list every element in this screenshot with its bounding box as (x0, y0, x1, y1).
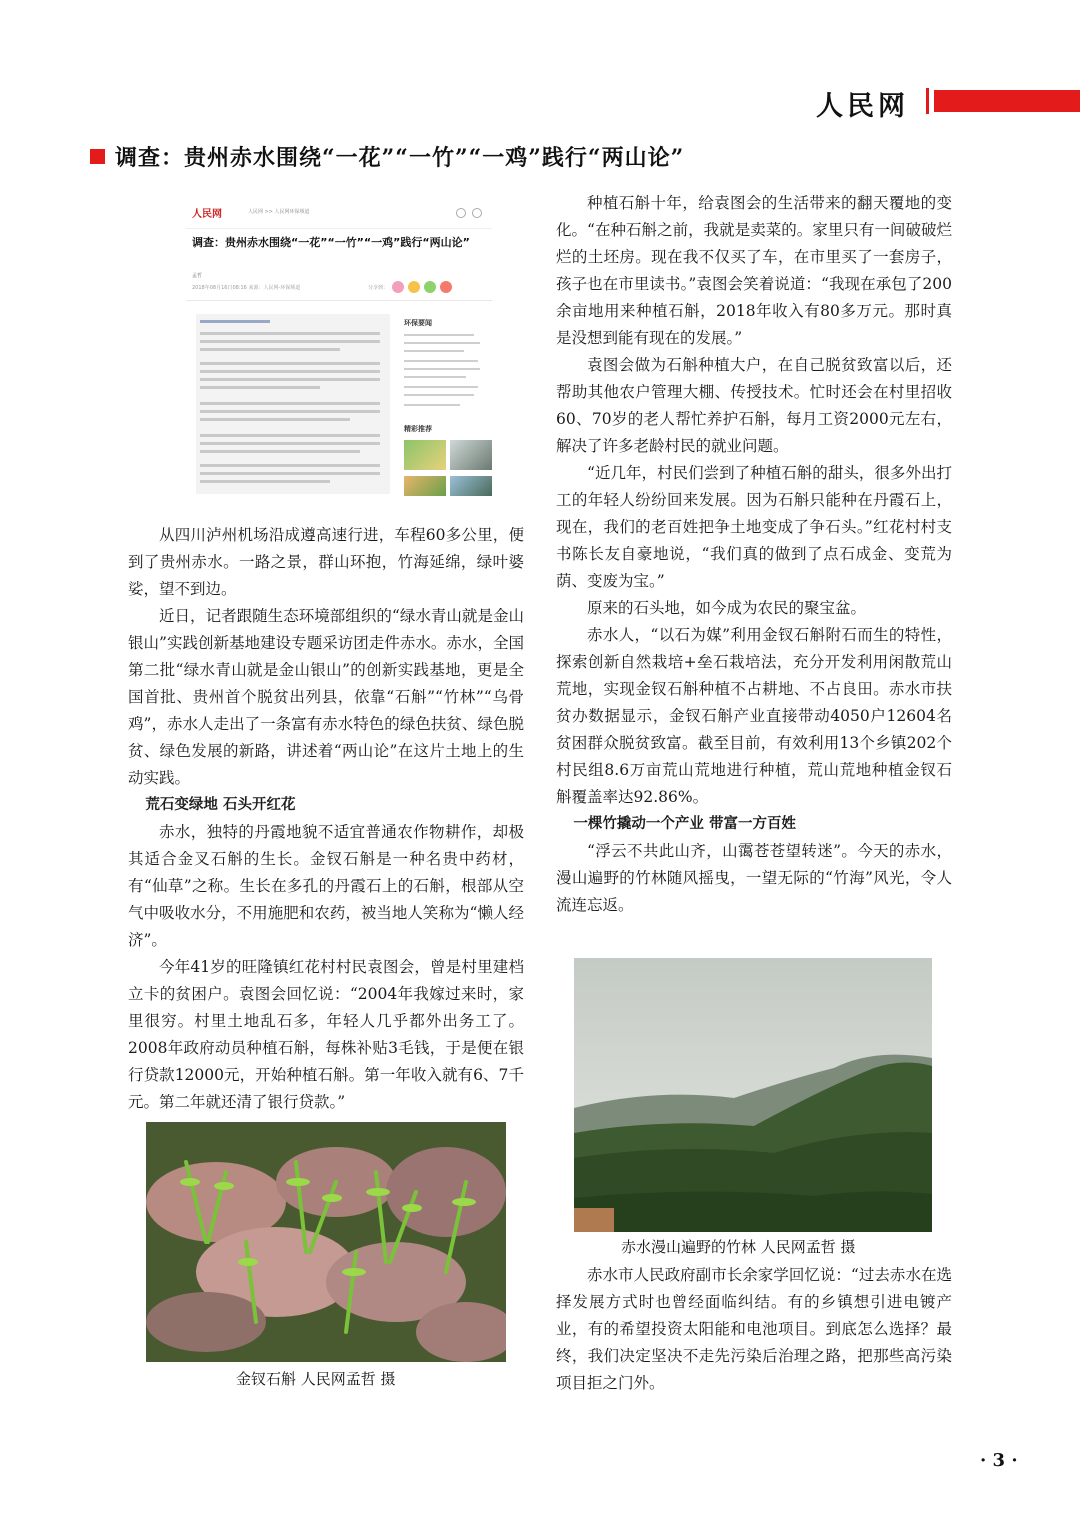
screenshot-sidebar-title: 环保要闻 (404, 319, 432, 327)
share-icon (408, 281, 420, 293)
photo-caption: 赤水漫山遍野的竹林 人民网孟哲 摄 (621, 1238, 856, 1256)
screenshot-thumbnail (450, 440, 492, 470)
screenshot-text-line (200, 442, 380, 445)
paragraph: 袁图会做为石斛种植大户，在自己脱贫致富以后，还帮助其他农户管理大棚、传授技术。忙时还会在村里招收60、70岁的老人帮忙养护石斛，每月工资2000元左右，解决了许多老龄村民的就业问题。 (556, 356, 952, 455)
screenshot-text-line (200, 332, 380, 335)
screenshot-text-line (200, 320, 270, 323)
screenshot-sidebar-line (404, 334, 474, 336)
paragraph: 赤水人，“以石为媒”利用金钗石斛附石而生的特性，探索创新自然栽培+垒石栽培法，充分开发利用闲散荒山荒地，实现金钗石斛种植不占耕地、不占良田。赤水市扶贫办数据显示，金钗石斛产业直接带动4050户12604名贫困群众脱贫致富。截至目前，有效利用13个乡镇202个村民组8.6万亩荒山荒地进行种植，荒山荒地种植金钗石斛覆盖率达92.86%。 (556, 626, 952, 806)
screenshot-text-line (200, 464, 380, 467)
screenshot-divider (186, 300, 492, 301)
subheading: 荒石变绿地 石头开红花 (145, 797, 296, 813)
masthead-accent-bar (934, 90, 1080, 112)
screenshot-sidebar-line (404, 394, 474, 396)
photo-dendrobium (146, 1122, 506, 1362)
screenshot-sidebar-line (404, 342, 480, 344)
screenshot-text-line (200, 410, 380, 413)
paragraph: 赤水，独特的丹霞地貌不适宜普通农作物耕作，却极其适合金叉石斛的生长。金钗石斛是一种名贵中药材，有“仙草”之称。生长在多孔的丹霞石上的石斛，根部从空气中吸收水分，不用施肥和农药，被当地人笑称为“懒人经济”。 (128, 823, 524, 949)
photo-bamboo-forest (574, 958, 932, 1232)
screenshot-text-line (200, 450, 360, 453)
screenshot-text-line (200, 402, 380, 405)
page-title: 调查：贵州赤水围绕“一花”“一竹”“一鸡”践行“两山论” (115, 144, 685, 171)
user-icon (472, 208, 482, 218)
search-icon (456, 208, 466, 218)
screenshot-thumbnail (404, 476, 446, 496)
right-column-continued (556, 1262, 952, 1397)
screenshot-sidebar-line (404, 350, 464, 352)
screenshot-sidebar-line (404, 404, 460, 406)
photo-caption: 金钗石斛 人民网孟哲 摄 (236, 1370, 396, 1388)
screenshot-text-line (200, 386, 320, 389)
screenshot-sidebar-line (404, 368, 480, 370)
share-icon (392, 281, 404, 293)
screenshot-title: 调查：贵州赤水围绕“一花”“一竹”“一鸡”践行“两山论” (192, 236, 470, 249)
page-number: · 3 · (980, 1450, 1018, 1471)
share-icon (424, 281, 436, 293)
masthead-brand: 人民网 (816, 90, 909, 122)
paragraph: 原来的石头地，如今成为农民的聚宝盆。 (587, 599, 867, 617)
screenshot-meta: 2018年08月16日08:16 来源：人民网-环保频道 (192, 285, 301, 291)
paragraph: 今年41岁的旺隆镇红花村村民袁图会，曾是村里建档立卡的贫困户。袁图会回忆说：“2004年我嫁过来时，家里很穷。村里土地乱石多，年轻人几乎都外出务工了。2008年政府动员种植石斛，每株补贴3毛钱，于是便在银行贷款12000元，开始种植石斛。第一年收入就有6、7千元。第二年就还清了银行贷款。” (128, 958, 524, 1111)
screenshot-text-line (200, 340, 380, 343)
screenshot-text-line (200, 480, 330, 483)
headline-marker (90, 149, 105, 164)
screenshot-breadcrumb: 人民网 >> 人民网环保频道 (248, 209, 310, 215)
paragraph: “近几年，村民们尝到了种植石斛的甜头，很多外出打工的年轻人纷纷回来发展。因为石斛只能种在丹霞石上，现在，我们的老百姓把争土地变成了争石头。”红花村村支书陈长友自豪地说，“我们真的做到了点石成金、变荒为荫、变废为宝。” (556, 464, 952, 590)
masthead-accent-line (926, 88, 929, 114)
paragraph: “浮云不共此山齐，山霭苍苍望转迷”。今天的赤水，漫山遍野的竹林随风摇曳，一望无际的“竹海”风光，令人流连忘返。 (556, 842, 952, 914)
screenshot-text-line (200, 362, 380, 365)
paragraph: 从四川泸州机场沿成遵高速行进，车程60多公里，便到了贵州赤水。一路之景，群山环抱，竹海延绵，绿叶婆娑，望不到边。 (128, 526, 524, 598)
screenshot-topbar (186, 198, 492, 229)
paragraph: 赤水市人民政府副市长余家学回忆说：“过去赤水在选择发展方式时也曾经面临纠结。有的乡镇想引进电镀产业，有的希望投资太阳能和电池项目。到底怎么选择？最终，我们决定坚决不走先污染后治理之路，把那些高污染项目拒之门外。 (556, 1266, 952, 1392)
screenshot-author: 孟哲 (192, 273, 203, 279)
screenshot-sidebar-line (404, 386, 478, 388)
photo-bamboo-image (574, 958, 932, 1232)
photo-dendrobium-image (146, 1122, 506, 1362)
screenshot-thumbnail (404, 440, 446, 470)
screenshot-text-line (200, 418, 350, 421)
left-column (128, 522, 524, 1116)
right-column (556, 190, 952, 919)
screenshot-sidebar-line (404, 376, 466, 378)
screenshot-text-line (200, 348, 340, 351)
paragraph: 近日，记者跟随生态环境部组织的“绿水青山就是金山银山”实践创新基地建设专题采访团走件赤水。赤水，全国第二批“绿水青山就是金山银山”的创新实践基地，更是全国首批、贵州首个脱贫出列县，依靠“石斛”“竹林”“乌骨鸡”，赤水人走出了一条富有赤水特色的绿色扶贫、绿色脱贫、绿色发展的新路，讲述着“两山论”在这片土地上的生动实践。 (128, 607, 524, 787)
screenshot-text-line (200, 370, 380, 373)
screenshot-text-line (200, 472, 380, 475)
screenshot-recommend-title: 精彩推荐 (404, 425, 432, 433)
share-icon (440, 281, 452, 293)
screenshot-text-line (200, 378, 380, 381)
paragraph: 种植石斛十年，给袁图会的生活带来的翻天覆地的变化。“在种石斛之前，我就是卖菜的。家里只有一间破破烂烂的土坯房。现在我不仅买了车，在市里买了一套房子，孩子也在市里读书。”袁图会笑着说道：“我现在承包了200余亩地用来种植石斛，2018年收入有80多万元。那时真是没想到能有现在的发展。” (556, 194, 952, 347)
screenshot-thumbnail (450, 476, 492, 496)
masthead (816, 86, 909, 120)
screenshot-logo: 人民网 (192, 209, 222, 220)
headline (90, 138, 850, 174)
screenshot-sidebar-line (404, 360, 478, 362)
screenshot-share-label: 分享到： (368, 285, 389, 291)
article-screenshot (186, 198, 492, 500)
screenshot-text-line (200, 434, 380, 437)
subheading: 一棵竹撬动一个产业 带富一方百姓 (573, 816, 796, 832)
